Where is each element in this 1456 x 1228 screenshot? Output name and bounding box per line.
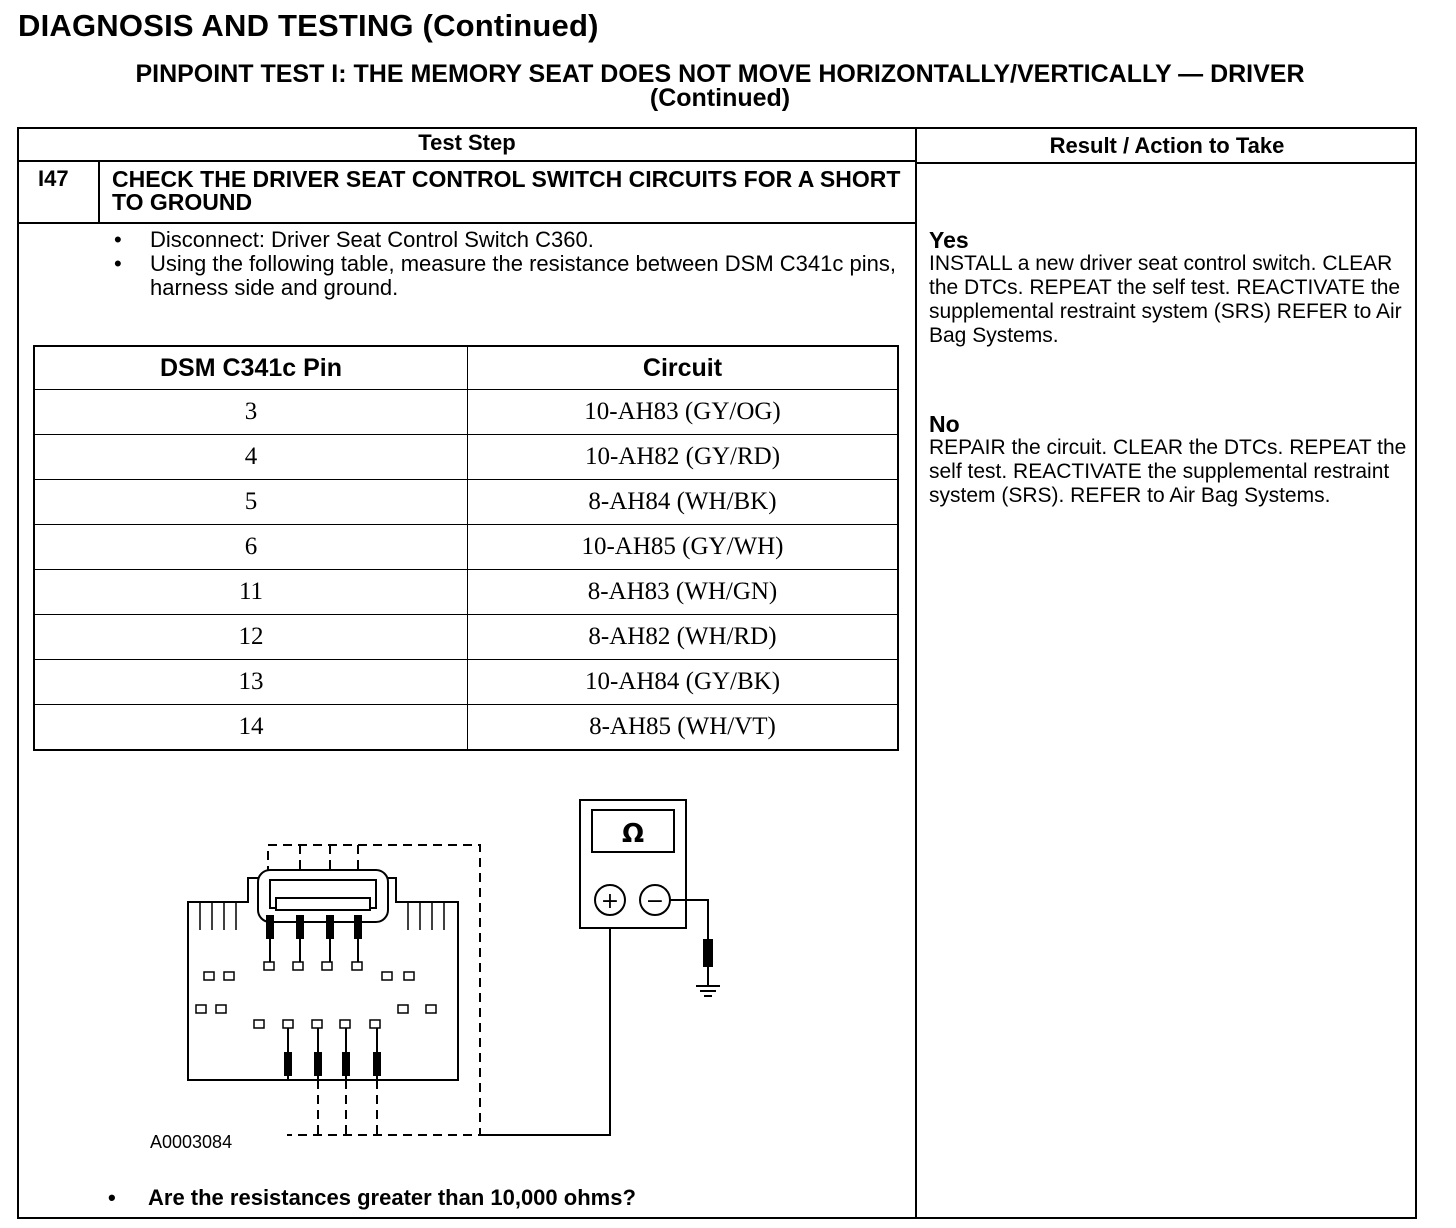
circuit-cell: 10-AH85 (GY/WH) bbox=[468, 525, 899, 570]
question-text: Are the resistances greater than 10,000 ohms? bbox=[148, 1185, 636, 1210]
result-no bbox=[929, 412, 1409, 508]
column-header-circuit: Circuit bbox=[468, 346, 899, 390]
table-row bbox=[34, 435, 898, 480]
circuit-cell: 10-AH84 (GY/BK) bbox=[468, 660, 899, 705]
column-divider bbox=[915, 127, 917, 1219]
table-row bbox=[34, 525, 898, 570]
step-title: CHECK THE DRIVER SEAT CONTROL SWITCH CIRCUITS FOR A SHORT TO GROUND bbox=[112, 166, 901, 215]
table-row bbox=[34, 570, 898, 615]
column-header-pin: DSM C341c Pin bbox=[34, 346, 468, 390]
positive-symbol: + bbox=[600, 889, 620, 914]
connector-ohmmeter-diagram bbox=[150, 790, 750, 1150]
circuit-cell: 10-AH82 (GY/RD) bbox=[468, 435, 899, 480]
pinpoint-test-title bbox=[20, 62, 1420, 110]
step-title-divider bbox=[17, 222, 917, 224]
pin-cell: 4 bbox=[34, 435, 468, 480]
pin-cell: 11 bbox=[34, 570, 468, 615]
pin-cell: 12 bbox=[34, 615, 468, 660]
table-row bbox=[34, 705, 898, 751]
pin-circuit-table bbox=[33, 345, 899, 751]
circuit-cell: 8-AH83 (WH/GN) bbox=[468, 570, 899, 615]
pin-cell: 3 bbox=[34, 390, 468, 435]
table-header-row bbox=[34, 346, 898, 390]
step-number: I47 bbox=[38, 166, 69, 191]
table-row bbox=[34, 390, 898, 435]
step-question bbox=[110, 1185, 636, 1211]
yes-action-text: INSTALL a new driver seat control switch. CLEAR the DTCs. REPEAT the self test. REACTIVATE the supplemental restraint system (SRS) REFER to Air Bag Systems. bbox=[929, 252, 1402, 347]
page-title: DIAGNOSIS AND TESTING (Continued) bbox=[18, 8, 599, 43]
instruction-item: • Disconnect: Driver Seat Control Switch C360. bbox=[110, 228, 900, 252]
figure-label: A0003084 bbox=[150, 1132, 233, 1152]
negative-symbol: − bbox=[645, 889, 665, 914]
pin-cell: 6 bbox=[34, 525, 468, 570]
yes-label: Yes bbox=[929, 227, 969, 253]
header-divider-right bbox=[915, 162, 1417, 164]
result-yes bbox=[929, 228, 1409, 348]
step-instructions bbox=[110, 228, 900, 300]
connector-illustration bbox=[188, 845, 480, 1135]
step-number-divider bbox=[98, 162, 100, 222]
positive-test-lead bbox=[480, 917, 610, 1135]
instruction-item: • Using the following table, measure the resistance between DSM C341c pins, harness side and ground. bbox=[110, 252, 900, 300]
ohm-symbol: Ω bbox=[621, 819, 645, 849]
table-row bbox=[34, 660, 898, 705]
header-divider-left bbox=[17, 160, 917, 162]
pin-cell: 5 bbox=[34, 480, 468, 525]
subtitle-line-2: (Continued) bbox=[649, 84, 791, 112]
table-row bbox=[34, 480, 898, 525]
table-row bbox=[34, 615, 898, 660]
circuit-cell: 10-AH83 (GY/OG) bbox=[468, 390, 899, 435]
circuit-cell: 8-AH85 (WH/VT) bbox=[468, 705, 899, 751]
header-result-action: Result / Action to Take bbox=[1049, 133, 1285, 158]
header-test-step: Test Step bbox=[418, 130, 516, 155]
no-action-text: REPAIR the circuit. CLEAR the DTCs. REPEAT the self test. REACTIVATE the supplemental restraint system (SRS). REFER to Air Bag Systems. bbox=[929, 436, 1407, 507]
circuit-cell: 8-AH82 (WH/RD) bbox=[468, 615, 899, 660]
subtitle-line-1: PINPOINT TEST I: THE MEMORY SEAT DOES NOT MOVE HORIZONTALLY/VERTICALLY — DRIVER bbox=[135, 60, 1305, 88]
circuit-cell: 8-AH84 (WH/BK) bbox=[468, 480, 899, 525]
pin-cell: 14 bbox=[34, 705, 468, 751]
pin-cell: 13 bbox=[34, 660, 468, 705]
dashed-pin-traces-bottom bbox=[318, 1080, 377, 1135]
no-label: No bbox=[929, 411, 960, 437]
